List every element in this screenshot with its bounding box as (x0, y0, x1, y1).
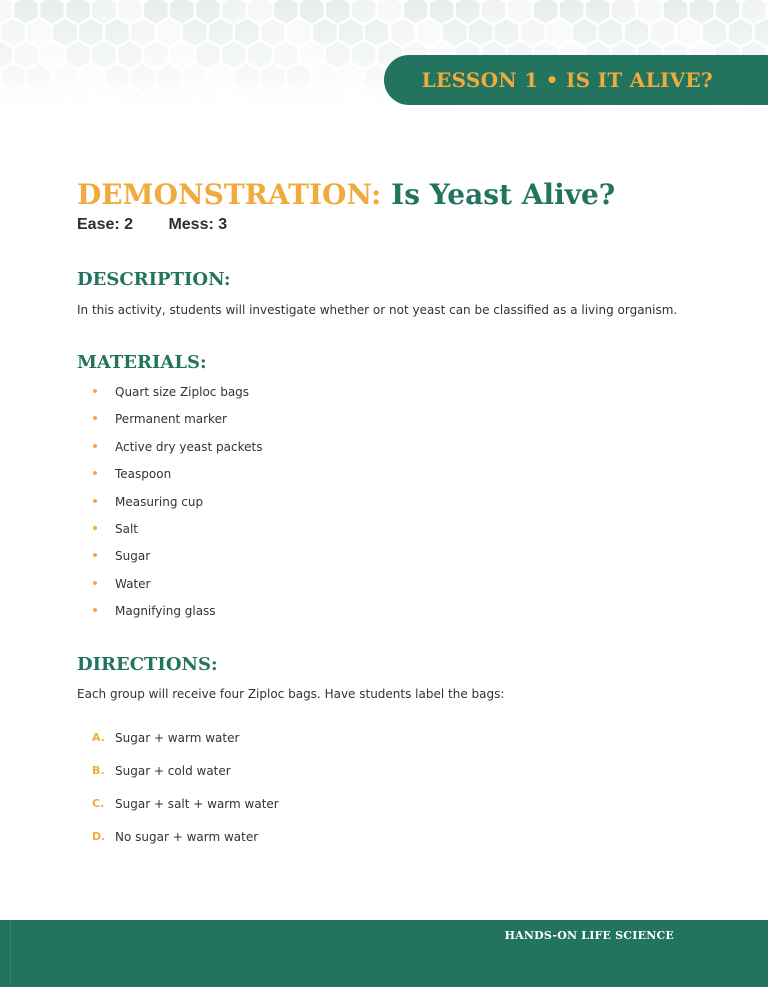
hexagon-shape (14, 0, 37, 24)
directions-list (77, 729, 279, 861)
hexagon-shape (118, 0, 141, 24)
material-label: Active dry yeast packets (115, 439, 263, 454)
hexagon-shape (456, 0, 479, 24)
hexagon-shape (105, 64, 128, 91)
item-letter: C. (92, 797, 105, 810)
footer-band (0, 920, 768, 987)
list-item (77, 520, 262, 547)
hexagon-shape (300, 87, 323, 111)
ratings (77, 216, 227, 234)
hexagon-shape (40, 42, 63, 69)
item-letter: A. (92, 731, 105, 744)
material-label: Magnifying glass (115, 604, 216, 619)
hexagon-shape (664, 0, 687, 24)
hexagon-shape (105, 19, 128, 46)
hexagon-shape (599, 19, 622, 46)
hexagon-shape (274, 87, 297, 111)
hexagon-shape (755, 19, 768, 46)
mess-rating: Mess: 3 (168, 216, 228, 233)
hexagon-shape (495, 19, 518, 46)
bullet-icon (93, 471, 97, 475)
hexagon-shape (443, 19, 466, 46)
bullet-icon (93, 526, 97, 530)
material-label: Teaspoon (115, 467, 172, 482)
hexagon-shape (183, 19, 206, 46)
hexagon-shape (209, 64, 232, 91)
hexagon-shape (274, 42, 297, 69)
hexagon-shape (313, 19, 336, 46)
hexagon-shape (430, 0, 453, 24)
hexagon-shape (625, 19, 648, 46)
list-item (77, 762, 279, 795)
hexagon-shape (144, 42, 167, 69)
hexagon-shape (183, 64, 206, 91)
hexagon-shape (404, 0, 427, 24)
hexagon-shape (118, 42, 141, 69)
material-label: Measuring cup (115, 494, 204, 509)
hexagon-shape (14, 42, 37, 69)
description-heading: DESCRIPTION: (77, 269, 231, 290)
hexagon-shape (326, 87, 349, 111)
list-item (77, 493, 262, 520)
hexagon-shape (287, 19, 310, 46)
bullet-icon (93, 499, 97, 503)
page-title (77, 177, 615, 213)
hexagon-shape (66, 0, 89, 24)
material-label: Quart size Ziploc bags (115, 385, 250, 399)
hexagon-shape (248, 0, 271, 24)
hexagon-shape (300, 42, 323, 69)
footer-divider (10, 920, 11, 987)
hexagon-shape (690, 0, 713, 24)
hexagon-shape (222, 42, 245, 69)
direction-label: Sugar + cold water (115, 764, 231, 778)
hexagon-shape (92, 0, 115, 24)
hexagon-shape (339, 19, 362, 46)
material-label: Sugar (115, 549, 151, 564)
hexagon-shape (287, 64, 310, 91)
lesson-tab (384, 55, 768, 105)
hexagon-shape (144, 87, 167, 111)
list-item (77, 795, 279, 828)
hexagon-shape (53, 19, 76, 46)
hexagon-shape (131, 19, 154, 46)
bullet-icon (93, 416, 97, 420)
hexagon-shape (1, 64, 24, 91)
hexagon-shape (586, 0, 609, 24)
directions-intro: Each group will receive four Ziploc bags. Have students label the bags: (77, 687, 505, 701)
hexagon-shape (235, 19, 258, 46)
list-item (77, 438, 262, 465)
hexagon-shape (170, 0, 193, 24)
hexagon-shape (79, 64, 102, 91)
hexagon-shape (300, 0, 323, 24)
hexagon-shape (742, 0, 765, 24)
hexagon-shape (326, 0, 349, 24)
hexagon-shape (131, 64, 154, 91)
hexagon-shape (482, 0, 505, 24)
hexagon-shape (170, 87, 193, 111)
list-item (77, 465, 262, 492)
hexagon-shape (677, 19, 700, 46)
hexagon-shape (222, 0, 245, 24)
footer-label: HANDS-ON LIFE SCIENCE (504, 929, 674, 942)
bullet-icon (93, 581, 97, 585)
hexagon-shape (235, 64, 258, 91)
hexagon-shape (352, 42, 375, 69)
hexagon-shape (92, 42, 115, 69)
hexagon-shape (326, 42, 349, 69)
hexagon-shape (573, 19, 596, 46)
hexagon-shape (521, 19, 544, 46)
hexagon-shape (391, 19, 414, 46)
hexagon-shape (261, 64, 284, 91)
hexagon-shape (196, 42, 219, 69)
hexagon-shape (144, 0, 167, 24)
list-item (77, 547, 262, 574)
hexagon-shape (534, 0, 557, 24)
hexagon-shape (27, 64, 50, 91)
hexagon-shape (0, 42, 12, 69)
hexagon-shape (157, 19, 180, 46)
direction-label: No sugar + warm water (115, 830, 259, 844)
bullet-icon (93, 444, 97, 448)
bullet-icon (93, 553, 97, 557)
hexagon-shape (547, 19, 570, 46)
hexagon-shape (469, 19, 492, 46)
title-prefix: DEMONSTRATION: (77, 178, 382, 211)
description-text: In this activity, students will investigate whether or not yeast can be classified as a living organism. (77, 303, 678, 317)
hexagon-shape (222, 87, 245, 111)
hexagon-shape (378, 0, 401, 24)
hexagon-shape (729, 19, 752, 46)
hexagon-shape (560, 0, 583, 24)
list-item (77, 729, 279, 762)
hexagon-shape (27, 19, 50, 46)
hexagon-shape (157, 64, 180, 91)
hexagon-shape (508, 0, 531, 24)
list-item (77, 410, 262, 437)
hexagon-shape (274, 0, 297, 24)
bullet-icon (93, 608, 97, 612)
hexagon-shape (118, 87, 141, 111)
item-letter: D. (92, 830, 106, 843)
hexagon-shape (612, 0, 635, 24)
hexagon-shape (196, 0, 219, 24)
material-label: Permanent marker (115, 412, 227, 427)
hexagon-shape (66, 42, 89, 69)
material-label: Water (115, 576, 151, 591)
item-letter: B. (92, 764, 105, 777)
bullet-icon (93, 389, 97, 393)
hexagon-shape (339, 64, 362, 91)
materials-heading: MATERIALS: (77, 352, 207, 373)
ease-rating: Ease: 2 (77, 216, 134, 233)
title-main: Is Yeast Alive? (391, 178, 616, 211)
hexagon-shape (79, 19, 102, 46)
hexagon-shape (0, 0, 12, 24)
hexagon-shape (651, 19, 674, 46)
hexagon-shape (261, 19, 284, 46)
list-item (77, 575, 262, 602)
hexagon-shape (66, 87, 89, 111)
hexagon-shape (352, 0, 375, 24)
materials-list (77, 383, 262, 630)
material-label: Salt (115, 521, 139, 536)
hexagon-shape (1, 19, 24, 46)
hexagon-shape (352, 87, 375, 111)
hexagon-shape (716, 0, 739, 24)
hexagon-shape (365, 19, 388, 46)
hexagon-shape (638, 0, 661, 24)
hexagon-shape (417, 19, 440, 46)
hexagon-shape (196, 87, 219, 111)
hexagon-shape (0, 87, 12, 111)
hexagon-shape (248, 42, 271, 69)
hexagon-shape (40, 0, 63, 24)
directions-heading: DIRECTIONS: (77, 654, 218, 675)
hexagon-shape (92, 87, 115, 111)
direction-label: Sugar + warm water (115, 731, 240, 745)
hexagon-shape (170, 42, 193, 69)
hexagon-shape (40, 87, 63, 111)
hexagon-shape (248, 87, 271, 111)
list-item (77, 383, 262, 410)
direction-label: Sugar + salt + warm water (115, 797, 279, 811)
hexagon-shape (53, 64, 76, 91)
list-item (77, 828, 279, 861)
lesson-label: LESSON 1 • IS IT ALIVE? (421, 68, 713, 92)
hexagon-shape (313, 64, 336, 91)
hexagon-shape (209, 19, 232, 46)
hexagon-shape (14, 87, 37, 111)
list-item (77, 602, 262, 629)
hexagon-shape (703, 19, 726, 46)
